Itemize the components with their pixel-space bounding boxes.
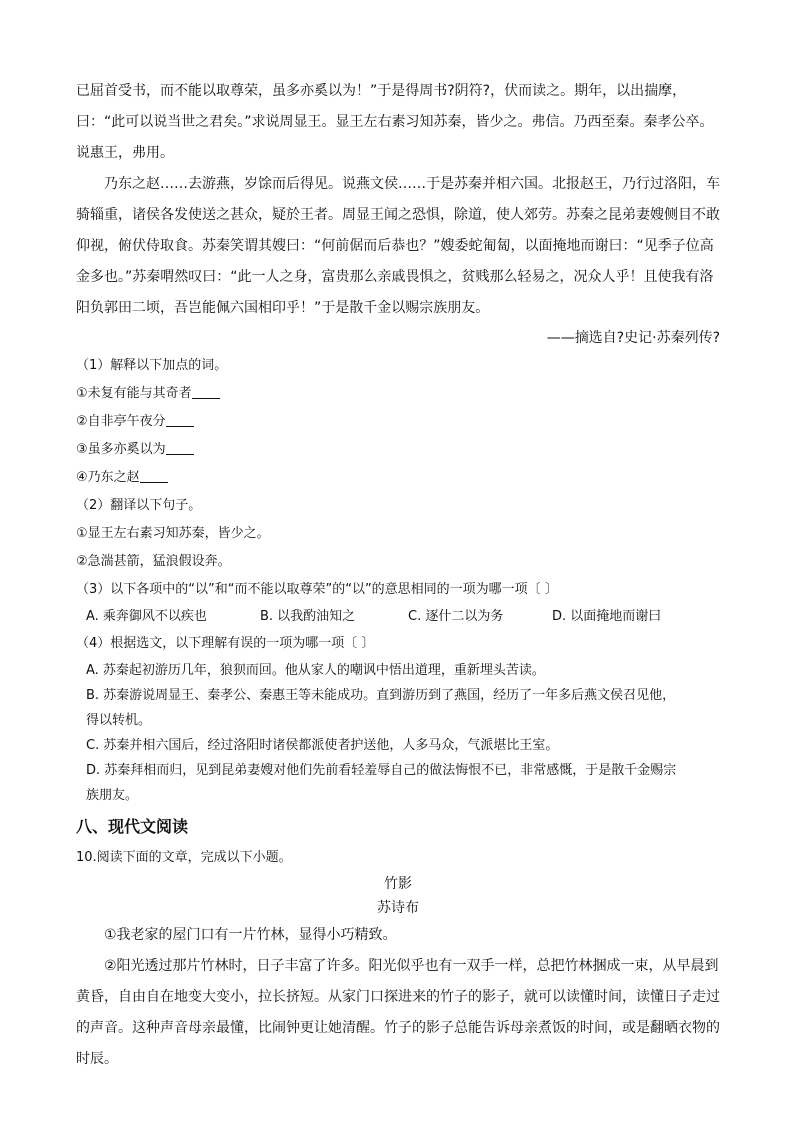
option-a[interactable]: A. 苏秦起初游历几年，狼狈而回。他从家人的嘲讽中悟出道理，重新埋头苦读。 — [86, 663, 545, 678]
passage-paragraph-2: 乃东之赵……去游燕，岁馀而后得见。说燕文侯……于是苏秦并相六国。北报赵王，乃行过洛阳，车骑辎重，诸侯各发使送之甚众，疑於王者。周显王闻之恐惧，除道，使人郊劳。苏秦之昆弟妻嫂侧目不敢仰视，俯伏侍取食。苏秦笑谓其嫂曰：“何前倨而后恭也？”嫂委蛇匍匐，以面掩地而谢曰：“见季子位高金多也。”苏秦喟然叹曰：“此一人之身，富贵那么亲戚畏惧之，贫贱那么轻易之，况众人乎！且使我有洛阳负郭田二顷，吾岂能佩六国相印乎！”于是散千金以赐宗族朋友。 — [76, 176, 720, 316]
question-1 — [76, 352, 720, 492]
document-page — [76, 76, 720, 1075]
option-c[interactable]: C. 苏秦并相六国后，经过洛阳时诸侯都派使者护送他，人多马众，气派堪比王室。 — [86, 738, 559, 753]
answer-blank[interactable] — [140, 468, 168, 483]
option-d[interactable]: D. 苏秦拜相而归，见到昆弟妻嫂对他们先前看轻羞辱自己的做法悔恨不已，非常感慨，于是散千金赐宗 族朋友。 — [86, 763, 677, 803]
question-2-item: ①显王左右素习知苏秦，皆少之。 — [76, 526, 270, 541]
article-paragraph-2: ②阳光透过那片竹林时，日子丰富了许多。阳光似乎也有一双手一样，总把竹林捆成一束，从早晨到黄昏，自由自在地变大变小，拉长挤短。从家门口探进来的竹子的影子，就可以读懂时间，读懂日子走过的声音。这种声音母亲最懂，比闹钟更让她清醒。竹子的影子总能告诉母亲煮饭的时间，或是翻晒衣物的时辰。 — [76, 958, 720, 1067]
passage-source: ——摘选自?史记·苏秦列传? — [546, 330, 720, 346]
passage-paragraph-1: 已屈首受书，而不能以取尊荣，虽多亦奚以为！”于是得周书?阴符?，伏而读之。期年，以出揣摩，曰：“此可以说当世之君矣。”求说周显王。显王左右素习知苏秦，皆少之。弗信。乃西至秦。秦孝公卒。说惠王，弗用。 — [76, 83, 714, 161]
answer-blank[interactable] — [166, 412, 194, 427]
question-3-options — [76, 604, 720, 630]
question-1-item: ③虽多亦奚以为 — [76, 436, 720, 464]
article-author: 苏诗布 — [377, 900, 419, 916]
question-1-item: ②自非亭午夜分 — [76, 408, 720, 436]
question-1-item: ①未复有能与其奇者 — [76, 380, 720, 408]
question-3 — [76, 576, 720, 630]
article-paragraph-1: ①我老家的屋门口有一片竹林，显得小巧精致。 — [104, 927, 397, 943]
answer-blank[interactable] — [192, 384, 220, 399]
question-4 — [76, 630, 720, 808]
question-10-intro: 10.阅读下面的文章，完成以下小题。 — [76, 850, 292, 865]
option-b[interactable]: B. 苏秦游说周显王、秦孝公、秦惠王等未能成功。直到游历到了燕国，经历了一年多后燕文侯召见他， 得以转机。 — [86, 688, 676, 728]
question-2 — [76, 492, 720, 576]
question-4-title: （4）根据选文，以下理解有误的一项为哪一项〔 〕 — [76, 636, 375, 651]
question-2-title: （2）翻译以下句子。 — [76, 498, 202, 513]
section-heading: 八、现代文阅读 — [76, 817, 189, 836]
question-1-item: ④乃东之赵 — [76, 464, 720, 492]
question-3-title: （3）以下各项中的“以”和“而不能以取尊荣”的“以”的意思相同的一项为哪一项〔 〕 — [76, 582, 558, 597]
question-1-title: （1）解释以下加点的词。 — [76, 358, 228, 373]
question-2-item: ②急湍甚箭，猛浪假设奔。 — [76, 554, 231, 569]
answer-blank[interactable] — [166, 440, 194, 455]
option-a[interactable]: A. 乘奔御风不以疾也 — [86, 609, 207, 624]
option-b[interactable]: B. 以我酌油知之 — [260, 609, 356, 624]
option-c[interactable]: C. 逐什二以为务 — [408, 609, 504, 624]
article-title: 竹影 — [384, 876, 412, 892]
option-d[interactable]: D. 以面掩地而谢曰 — [552, 609, 662, 624]
